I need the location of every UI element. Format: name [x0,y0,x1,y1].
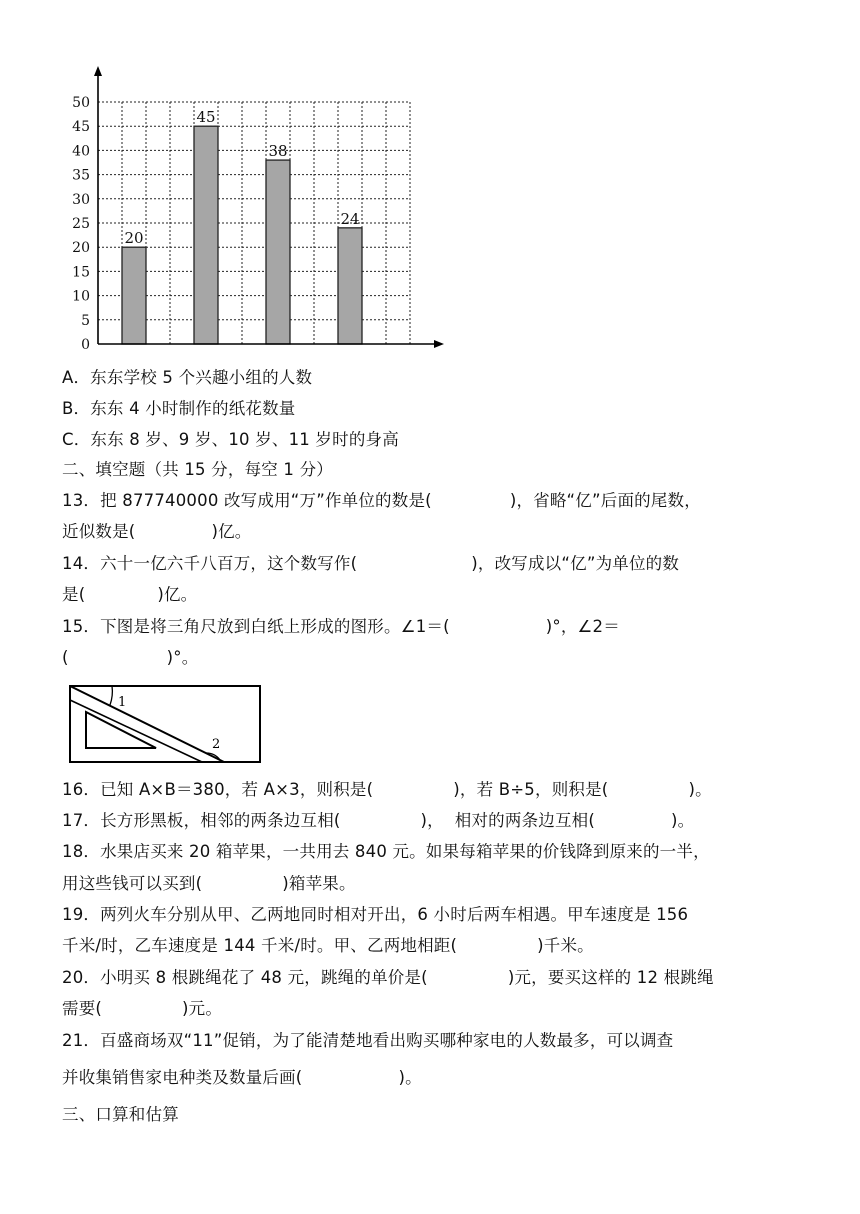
bar [122,247,146,344]
y-tick-label: 25 [72,216,90,232]
triangle-ruler-figure [68,682,268,768]
y-tick-label: 40 [72,143,90,160]
y-tick-label: 45 [72,119,90,136]
data-label: 45 [196,108,216,127]
bar [338,228,362,344]
y-axis-arrow [94,66,102,76]
paper-rectangle [70,686,260,762]
data-label: 24 [340,209,360,228]
y-tick-label: 0 [81,337,90,353]
option-b: B．东东 4 小时制作的纸花数量 [62,399,296,418]
q13-line2: 近似数是( )亿。 [62,522,252,541]
angle-1-label: 1 [118,695,127,710]
q14-line2: 是( )亿。 [62,585,198,604]
q21-line2: 并收集销售家电种类及数量后画( )。 [62,1068,422,1087]
q20-line2: 需要( )元。 [62,999,223,1018]
section-2-title: 二、填空题（共 15 分，每空 1 分） [62,460,333,479]
option-a: A．东东学校 5 个兴趣小组的人数 [62,368,313,387]
y-tick-label: 15 [72,264,90,281]
q15-line2: ( )°。 [62,648,199,667]
y-tick-label: 20 [72,240,90,257]
q14-line1: 14．六十一亿六千八百万，这个数写作( )，改写成以“亿”为单位的数 [62,554,680,573]
q19-line1: 19．两列火车分别从甲、乙两地同时相对开出，6 小时后两车相遇。甲车速度是 156 [62,905,689,924]
q17-line: 17．长方形黑板，相邻的两条边互相( )， 相对的两条边互相( )。 [62,811,695,830]
q13-line1: 13．把 877740000 改写成用“万”作单位的数是( )，省略“亿”后面的尾数， [62,491,701,510]
bar-chart [58,62,458,358]
section-3-title: 三、口算和估算 [62,1105,179,1124]
y-tick-labels [72,95,90,353]
y-tick-label: 50 [72,95,90,111]
x-axis-arrow [434,340,444,348]
y-tick-label: 10 [72,288,90,305]
y-tick-label: 30 [72,191,90,208]
option-c: C．东东 8 岁、9 岁、10 岁、11 岁时的身高 [62,430,399,449]
ruler-edge-inner [70,700,202,762]
angle-1-arc [110,686,112,705]
q18-line1: 18．水果店买来 20 箱苹果，一共用去 840 元。如果每箱苹果的价钱降到原来的一半， [62,842,710,861]
q21-line1: 21．百盛商场双“11”促销，为了能清楚地看出购买哪种家电的人数最多，可以调查 [62,1031,674,1050]
data-label: 38 [268,142,288,161]
ruler-edge-outer [70,686,224,762]
y-tick-label: 35 [72,167,90,184]
q19-line2: 千米/时，乙车速度是 144 千米/时。甲、乙两地相距( )千米。 [62,936,594,955]
q15-line1: 15．下图是将三角尺放到白纸上形成的图形。∠1＝( )°，∠2＝ [62,617,620,636]
bar [194,126,218,344]
data-label: 20 [124,229,144,248]
q16-line: 16．已知 A×B＝380，若 A×3，则积是( )，若 B÷5，则积是( )。 [62,780,712,799]
ruler-hole [86,712,156,748]
q20-line1: 20．小明买 8 根跳绳花了 48 元，跳绳的单价是( )元，要买这样的 12 根跳绳 [62,968,714,987]
bar [266,160,290,344]
angle-2-label: 2 [212,737,221,752]
q18-line2: 用这些钱可以买到( )箱苹果。 [62,874,356,893]
y-tick-label: 5 [81,312,90,329]
